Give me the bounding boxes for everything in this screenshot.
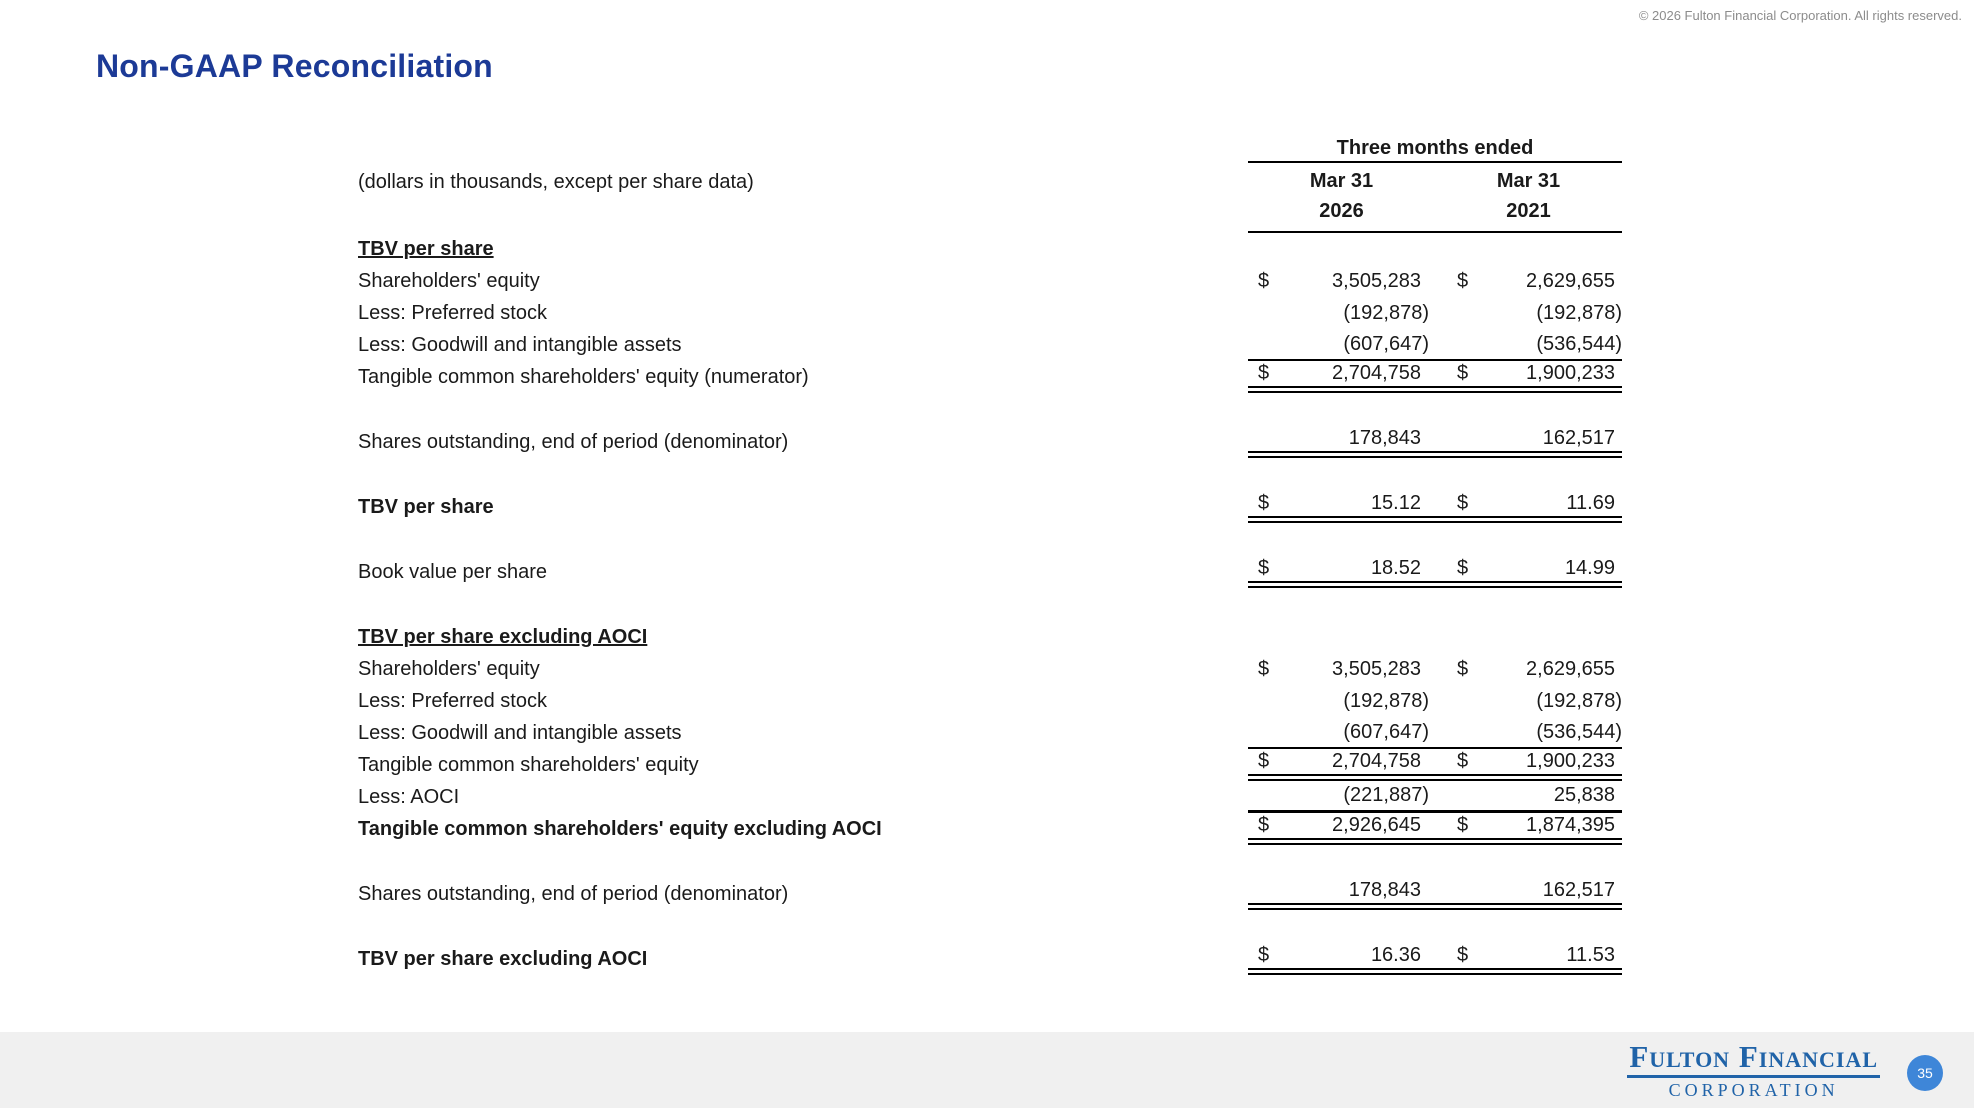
- row-label: Less: AOCI: [358, 786, 460, 808]
- cell-value: 3,505,283: [1332, 657, 1421, 680]
- row-label: Shareholders' equity: [358, 270, 540, 292]
- dollar-sign: $: [1457, 657, 1469, 680]
- cell-value: 1,874,395: [1526, 814, 1615, 836]
- table-row: [358, 653, 1622, 685]
- dollar-sign: $: [1258, 557, 1270, 579]
- dollar-sign: $: [1258, 814, 1270, 836]
- value-cell: [1248, 297, 1435, 329]
- cell-value: (192,878): [1343, 689, 1429, 712]
- value-cell: [1248, 426, 1435, 451]
- value-cell: [1435, 491, 1622, 516]
- value-cell: [1248, 556, 1435, 581]
- value-cell: [1248, 943, 1435, 968]
- cell-value: (607,647): [1343, 332, 1429, 355]
- cell-value: 11.53: [1566, 944, 1615, 966]
- dollar-sign: $: [1258, 362, 1270, 384]
- value-cell: [1435, 265, 1622, 297]
- cell-value: 1,900,233: [1526, 750, 1615, 772]
- dollar-sign: $: [1258, 750, 1270, 772]
- period-header-cell: [1248, 135, 1622, 233]
- section-heading: TBV per share: [358, 238, 494, 260]
- logo-corporation-text: CORPORATION: [1668, 1080, 1839, 1100]
- row-values: [1248, 361, 1622, 393]
- row-label: Tangible common shareholders' equity (numerator): [358, 366, 809, 388]
- period-header: Three months ended: [1248, 135, 1622, 163]
- value-cell: [1435, 426, 1622, 451]
- reconciliation-table: [358, 135, 1622, 975]
- table-row: [358, 878, 1622, 910]
- footer: [0, 1032, 1974, 1108]
- value-cell: [1248, 329, 1435, 359]
- cell-value: 18.52: [1370, 557, 1421, 579]
- cell-value: 178,843: [1348, 879, 1421, 901]
- table-row: [358, 781, 1622, 813]
- section-heading: TBV per share excluding AOCI: [358, 626, 648, 648]
- cell-value: 162,517: [1542, 879, 1615, 901]
- table-rows: [358, 233, 1622, 975]
- row-label: Less: Preferred stock: [358, 690, 547, 712]
- value-cell: [1248, 878, 1435, 903]
- row-label: Tangible common shareholders' equity: [358, 754, 699, 776]
- cell-value: (192,878): [1343, 301, 1429, 324]
- cell-value: (607,647): [1343, 720, 1429, 743]
- page-title: Non-GAAP Reconciliation: [96, 48, 493, 84]
- table-row: [358, 556, 1622, 588]
- value-cell: [1435, 781, 1622, 810]
- dollar-sign: $: [1457, 492, 1469, 514]
- value-cell: [1435, 297, 1622, 329]
- table-row: [358, 491, 1622, 523]
- table-row: [358, 685, 1622, 717]
- table-row: [358, 265, 1622, 297]
- table-row: [358, 943, 1622, 975]
- cell-value: 11.69: [1566, 492, 1615, 514]
- value-cell: [1435, 685, 1622, 717]
- table-row: [358, 297, 1622, 329]
- spacer-row: [358, 523, 1622, 556]
- column-header-2021: [1435, 166, 1622, 226]
- value-cell: [1435, 361, 1622, 386]
- logo-company-name: Fulton Financial: [1627, 1040, 1880, 1078]
- table-row: [358, 813, 1622, 845]
- value-cell: [1435, 556, 1622, 581]
- section-heading-row: [358, 233, 1622, 265]
- row-label: Tangible common shareholders' equity excluding AOCI: [358, 818, 882, 840]
- value-cell: [1248, 813, 1435, 838]
- fulton-financial-logo: [1627, 1040, 1880, 1100]
- cell-value: (536,544): [1536, 332, 1622, 355]
- row-label: Book value per share: [358, 561, 548, 583]
- row-values: [1248, 749, 1622, 781]
- table-header: [358, 135, 1622, 233]
- value-cell: [1248, 265, 1435, 297]
- dollar-sign: $: [1457, 362, 1469, 384]
- row-label: Less: Goodwill and intangible assets: [358, 334, 682, 356]
- cell-value: 2,704,758: [1332, 362, 1421, 384]
- column-month: Mar 31: [1309, 170, 1374, 192]
- dollar-sign: $: [1258, 944, 1270, 966]
- cell-value: 16.36: [1370, 944, 1421, 966]
- value-cell: [1435, 749, 1622, 774]
- value-cell: [1435, 813, 1622, 838]
- dollar-sign: $: [1457, 944, 1469, 966]
- value-cell: [1248, 491, 1435, 516]
- value-cell: [1248, 717, 1435, 747]
- spacer-row: [358, 393, 1622, 426]
- spacer-row: [358, 910, 1622, 943]
- spacer-row: [358, 845, 1622, 878]
- cell-value: 178,843: [1348, 427, 1421, 449]
- row-label: TBV per share excluding AOCI: [358, 948, 648, 970]
- cell-value: 14.99: [1564, 557, 1615, 579]
- dollar-sign: $: [1457, 269, 1469, 292]
- cell-value: 1,900,233: [1526, 362, 1615, 384]
- value-cell: [1435, 878, 1622, 903]
- table-row: [358, 749, 1622, 781]
- dollar-sign: $: [1258, 492, 1270, 514]
- value-cell: [1248, 781, 1435, 810]
- date-columns: [1248, 163, 1622, 233]
- cell-value: 2,704,758: [1332, 750, 1421, 772]
- section-heading-row: [358, 621, 1622, 653]
- cell-value: (536,544): [1536, 720, 1622, 743]
- row-label: TBV per share: [358, 496, 494, 518]
- row-values: [1248, 781, 1622, 813]
- row-values: [1248, 297, 1622, 329]
- cell-value: 3,505,283: [1332, 269, 1421, 292]
- column-header-2026: [1248, 166, 1435, 226]
- row-values: [1248, 717, 1622, 749]
- units-note: (dollars in thousands, except per share data): [358, 171, 754, 193]
- cell-value: 2,629,655: [1526, 657, 1615, 680]
- cell-value: 2,629,655: [1526, 269, 1615, 292]
- row-values: [1248, 943, 1622, 975]
- spacer-row: [358, 458, 1622, 491]
- page-number-badge: 35: [1907, 1055, 1943, 1091]
- value-cell: [1248, 653, 1435, 685]
- row-label: Shares outstanding, end of period (denominator): [358, 883, 789, 905]
- cell-value: 162,517: [1542, 427, 1615, 449]
- column-month: Mar 31: [1496, 170, 1561, 192]
- value-cell: [1435, 653, 1622, 685]
- units-note-cell: [358, 135, 1248, 233]
- row-values: [1248, 426, 1622, 458]
- value-cell: [1248, 361, 1435, 386]
- copyright-text: © 2026 Fulton Financial Corporation. All rights reserved.: [1638, 8, 1962, 23]
- row-values: [1248, 685, 1622, 717]
- row-values: [1248, 878, 1622, 910]
- row-values: [1248, 265, 1622, 297]
- row-values: [1248, 653, 1622, 685]
- cell-value: (192,878): [1536, 689, 1622, 712]
- table-row: [358, 426, 1622, 458]
- row-label: Less: Goodwill and intangible assets: [358, 722, 682, 744]
- dollar-sign: $: [1258, 269, 1270, 292]
- row-label: Shares outstanding, end of period (denominator): [358, 431, 789, 453]
- dollar-sign: $: [1457, 750, 1469, 772]
- spacer-row: [358, 588, 1622, 621]
- cell-value: (221,887): [1343, 784, 1429, 806]
- cell-value: 2,926,645: [1332, 814, 1421, 836]
- cell-value: 15.12: [1370, 492, 1421, 514]
- table-row: [358, 329, 1622, 361]
- value-cell: [1248, 685, 1435, 717]
- row-values: [1248, 813, 1622, 845]
- value-cell: [1435, 717, 1622, 747]
- cell-value: (192,878): [1536, 301, 1622, 324]
- dollar-sign: $: [1457, 814, 1469, 836]
- row-label: Less: Preferred stock: [358, 302, 547, 324]
- dollar-sign: $: [1258, 657, 1270, 680]
- table-row: [358, 717, 1622, 749]
- value-cell: [1248, 749, 1435, 774]
- cell-value: 25,838: [1553, 784, 1615, 806]
- row-values: [1248, 329, 1622, 361]
- row-label: Shareholders' equity: [358, 658, 540, 680]
- column-year: 2026: [1319, 200, 1364, 222]
- value-cell: [1435, 943, 1622, 968]
- dollar-sign: $: [1457, 557, 1469, 579]
- row-values: [1248, 556, 1622, 588]
- value-cell: [1435, 329, 1622, 359]
- table-row: [358, 361, 1622, 393]
- row-values: [1248, 491, 1622, 523]
- column-year: 2021: [1506, 200, 1551, 222]
